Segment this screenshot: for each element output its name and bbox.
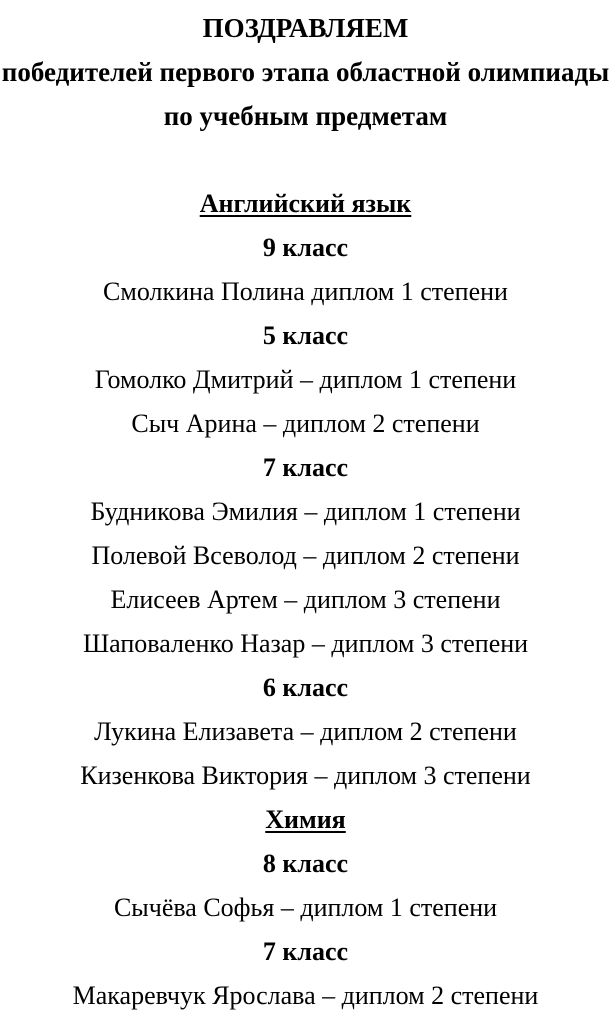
subject-heading: Английский язык [199, 189, 412, 218]
sections [0, 182, 611, 1018]
winner-line: Полевой Всеволод – диплом 2 степени [91, 541, 520, 570]
document-header [0, 6, 611, 138]
subject-section [0, 182, 611, 798]
document-title-line: по учебным предметам [163, 101, 448, 131]
document-title-line: ПОЗДРАВЛЯЕМ [202, 13, 409, 43]
winner-line: Кизенкова Виктория – диплом 3 степени [80, 761, 531, 790]
winner-line: Сыч Арина – диплом 2 степени [131, 409, 480, 438]
grade-heading: 7 класс [262, 937, 349, 966]
subject-heading: Химия [265, 805, 346, 834]
winner-line: Макаревчук Ярослава – диплом 2 степени [72, 981, 539, 1010]
grade-heading: 8 класс [262, 849, 349, 878]
winner-line: Шаповаленко Назар – диплом 3 степени [82, 629, 529, 658]
winner-line: Лукина Елизавета – диплом 2 степени [94, 717, 517, 746]
winner-line: Гомолко Дмитрий – диплом 1 степени [94, 365, 517, 394]
winner-line: Будникова Эмилия – диплом 1 степени [90, 497, 521, 526]
winner-line: Сычёва Софья – диплом 1 степени [113, 893, 498, 922]
blank-line [0, 138, 611, 182]
grade-heading: 9 класс [262, 233, 349, 262]
grade-heading: 6 класс [262, 673, 349, 702]
winner-line: Смолкина Полина диплом 1 степени [103, 277, 508, 306]
subject-section [0, 798, 611, 1018]
grade-heading: 7 класс [262, 453, 349, 482]
grade-heading: 5 класс [262, 321, 349, 350]
winner-line: Елисеев Артем – диплом 3 степени [110, 585, 501, 614]
document-title-line: победителей первого этапа областной олимпиады [1, 57, 610, 87]
